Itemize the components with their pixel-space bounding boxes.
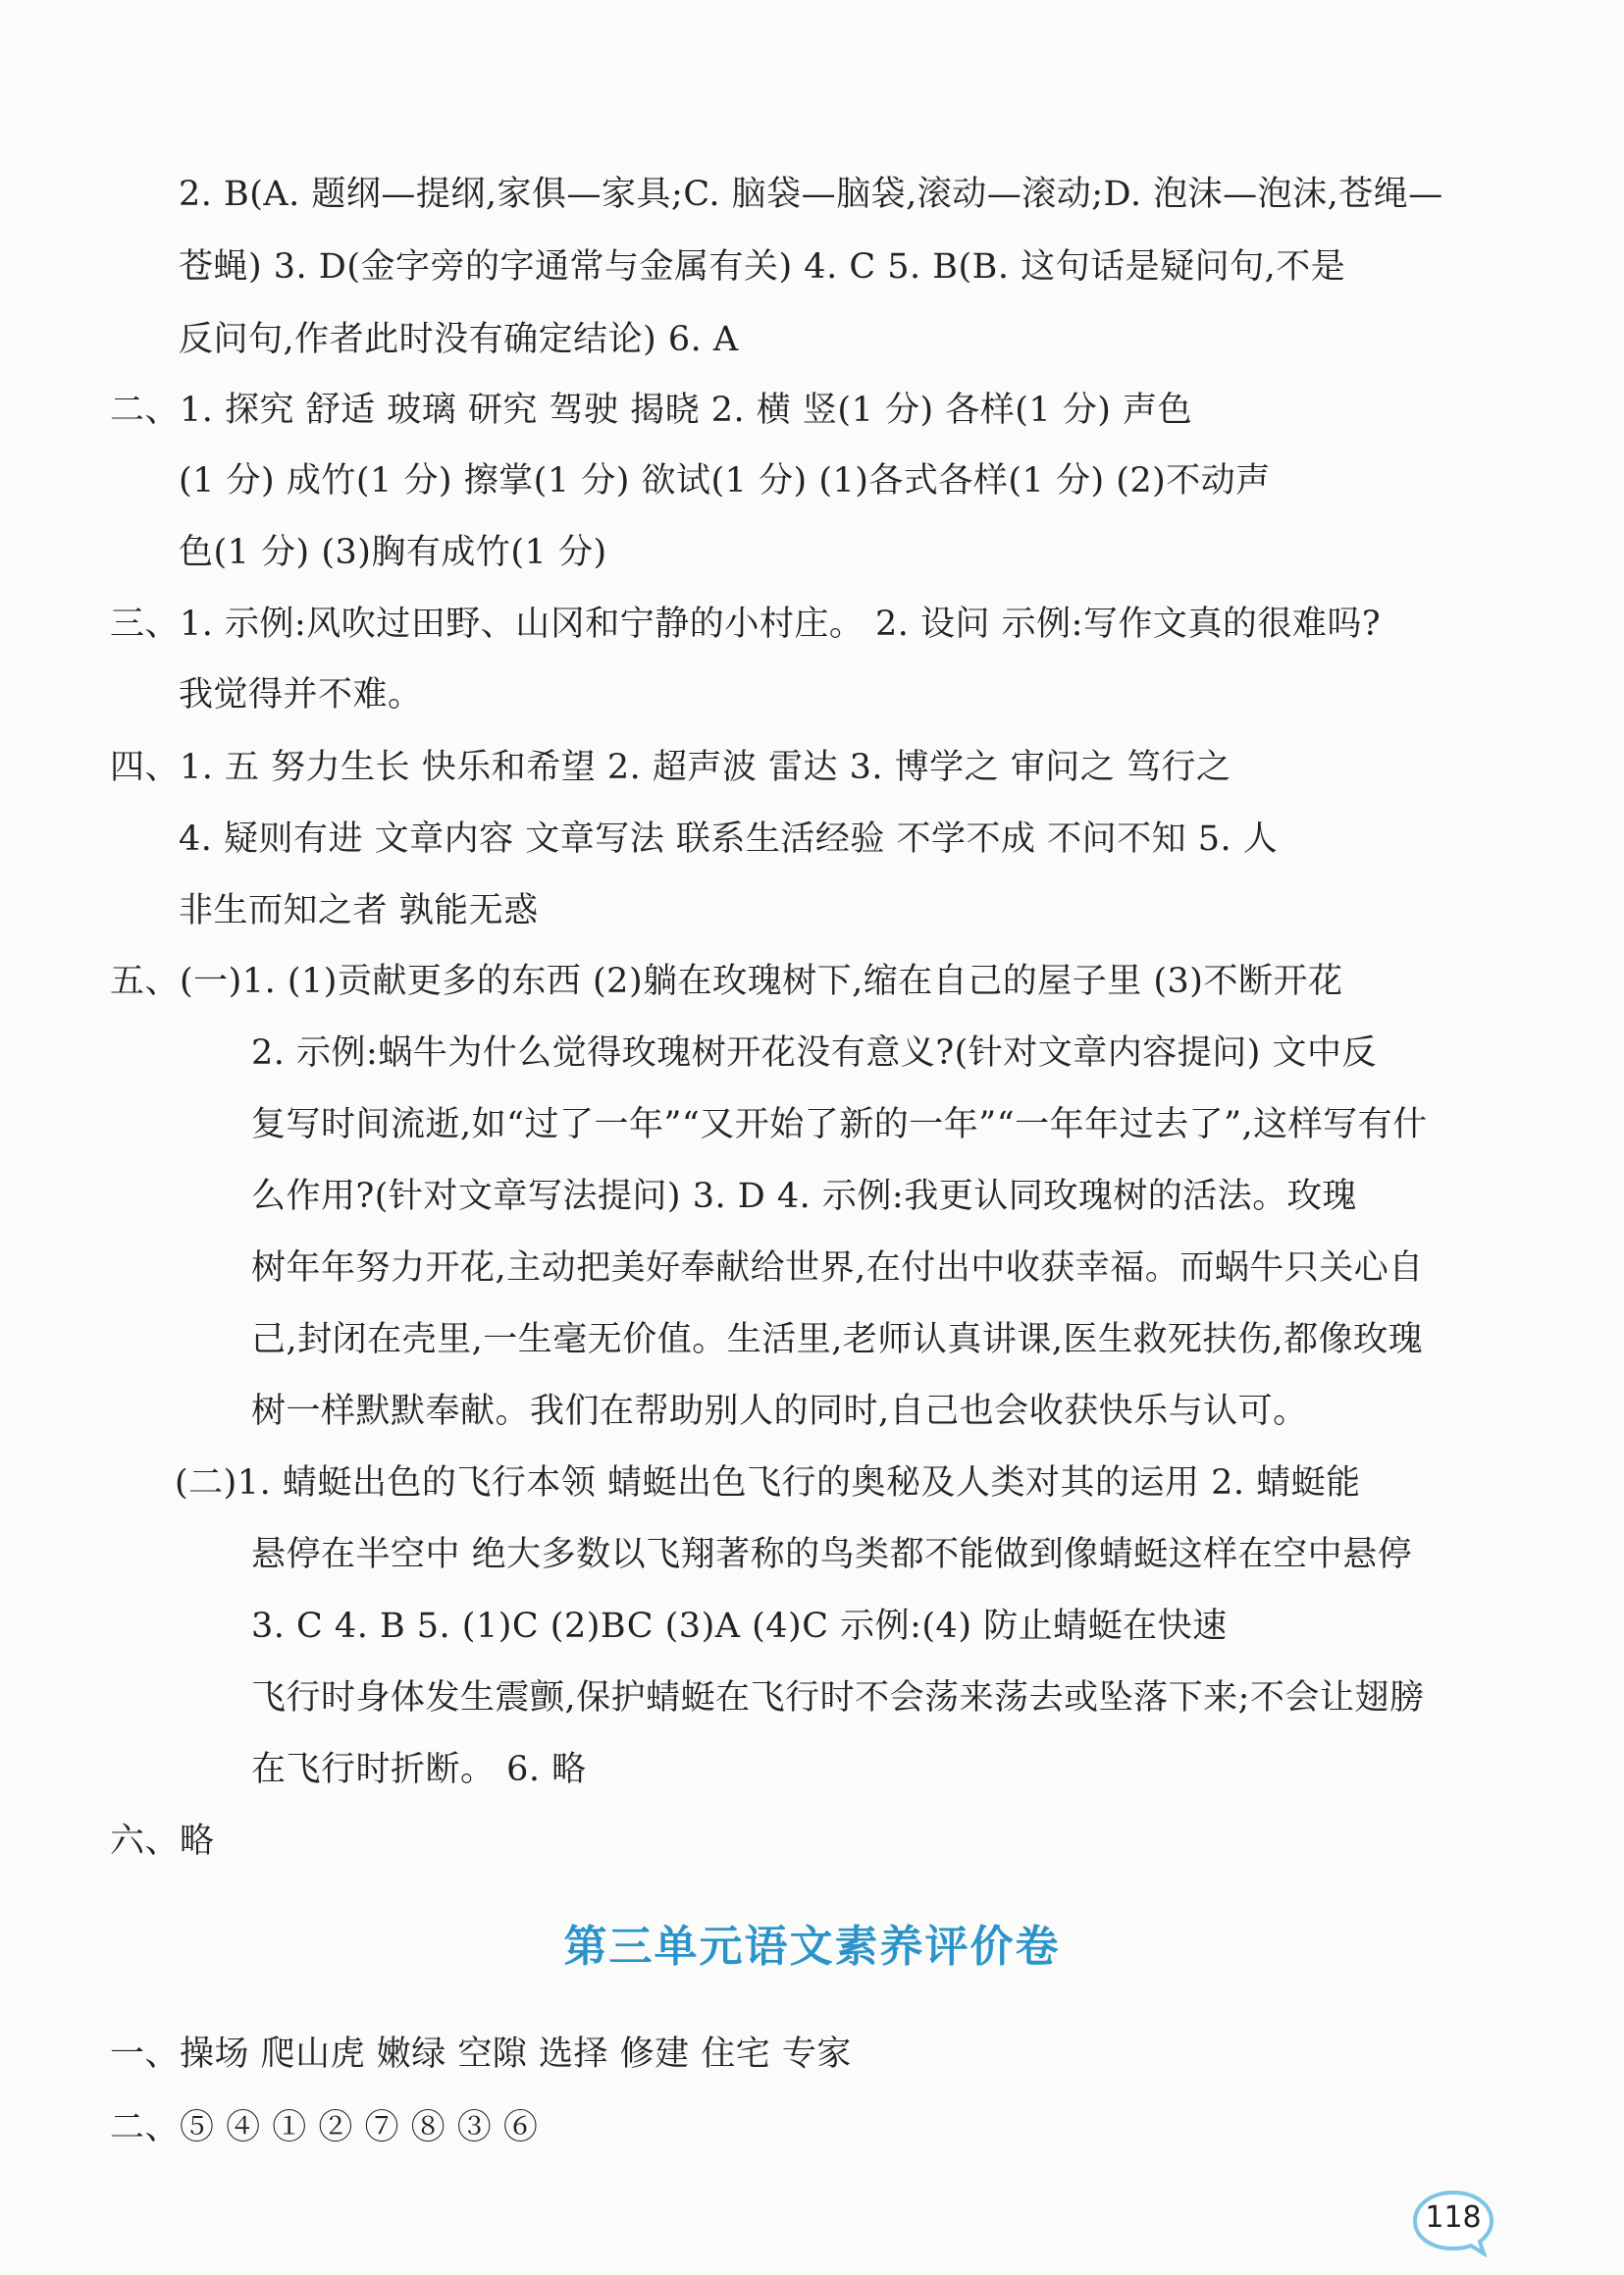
answer-line: 树年年努力开花,主动把美好奉献给世界,在付出中收获幸福。而蜗牛只关心自 — [251, 1248, 1424, 1288]
answer-line: 二、⑤ ④ ① ② ⑦ ⑧ ③ ⑥ — [110, 2108, 539, 2147]
answer-line: 己,封闭在壳里,一生毫无价值。生活里,老师认真讲课,医生救死扶伤,都像玫瑰 — [251, 1320, 1424, 1359]
answer-line: 树一样默默奉献。我们在帮助别人的同时,自己也会收获快乐与认可。 — [251, 1392, 1308, 1431]
answer-line: 反问句,作者此时没有确定结论) 6. A — [179, 320, 739, 359]
answer-line: 3. C 4. B 5. (1)C (2)BC (3)A (4)C 示例:(4) 防止蜻蜓在快速 — [251, 1607, 1228, 1646]
answer-line: 悬停在半空中 绝大多数以飞翔著称的鸟类都不能做到像蜻蜓这样在空中悬停 — [251, 1535, 1413, 1574]
answer-line: 么作用?(针对文章写法提问) 3. D 4. 示例:我更认同玫瑰树的活法。玫瑰 — [251, 1177, 1357, 1216]
answer-line: 非生而知之者 孰能无惑 — [179, 891, 539, 930]
answer-line: (二)1. 蜻蜓出色的飞行本领 蜻蜓出色飞行的奥秘及人类对其的运用 2. 蜻蜓能 — [175, 1463, 1361, 1503]
answer-line: 一、操场 爬山虎 嫩绿 空隙 选择 修建 住宅 专家 — [110, 2035, 852, 2074]
answer-line: 四、1. 五 努力生长 快乐和希望 2. 超声波 雷达 3. 博学之 审问之 笃行之 — [110, 748, 1231, 787]
answer-line: 二、1. 探究 舒适 玻璃 研究 驾驶 揭晓 2. 横 竖(1 分) 各样(1 分) 声色 — [110, 391, 1193, 430]
answer-line: 色(1 分) (3)胸有成竹(1 分) — [179, 533, 607, 572]
page-number: 118 — [1425, 2200, 1482, 2235]
answer-line: (1 分) 成竹(1 分) 擦掌(1 分) 欲试(1 分) (1)各式各样(1 分) (2)不动声 — [179, 461, 1271, 501]
answer-line: 复写时间流逝,如“过了一年”“又开始了新的一年”“一年年过去了”,这样写有什 — [251, 1105, 1428, 1144]
answer-line: 苍蝇) 3. D(金字旁的字通常与金属有关) 4. C 5. B(B. 这句话是疑问句,不是 — [179, 247, 1346, 287]
answer-line: 三、1. 示例:风吹过田野、山冈和宁静的小村庄。 2. 设问 示例:写作文真的很难吗? — [110, 605, 1382, 644]
answer-line: 五、(一)1. (1)贡献更多的东西 (2)躺在玫瑰树下,缩在自己的屋子里 (3)不断开花 — [110, 962, 1343, 1001]
answer-line: 2. 示例:蜗牛为什么觉得玫瑰树开花没有意义?(针对文章内容提问) 文中反 — [251, 1033, 1378, 1073]
answer-line: 六、略 — [110, 1822, 215, 1861]
answer-line: 我觉得并不难。 — [179, 675, 423, 714]
section-title: 第三单元语文素养评价卷 — [563, 1922, 1061, 1972]
page-number-badge — [1409, 2187, 1497, 2257]
answer-line: 2. B(A. 题纲—提纲,家俱—家具;C. 脑袋—脑袋,滚动—滚动;D. 泡沫—泡沫,苍绳— — [179, 175, 1443, 214]
answer-line: 4. 疑则有进 文章内容 文章写法 联系生活经验 不学不成 不问不知 5. 人 — [179, 820, 1279, 859]
answer-line: 在飞行时折断。 6. 略 — [251, 1750, 587, 1789]
answer-line: 飞行时身体发生震颤,保护蜻蜓在飞行时不会荡来荡去或坠落下来;不会让翅膀 — [251, 1678, 1425, 1718]
